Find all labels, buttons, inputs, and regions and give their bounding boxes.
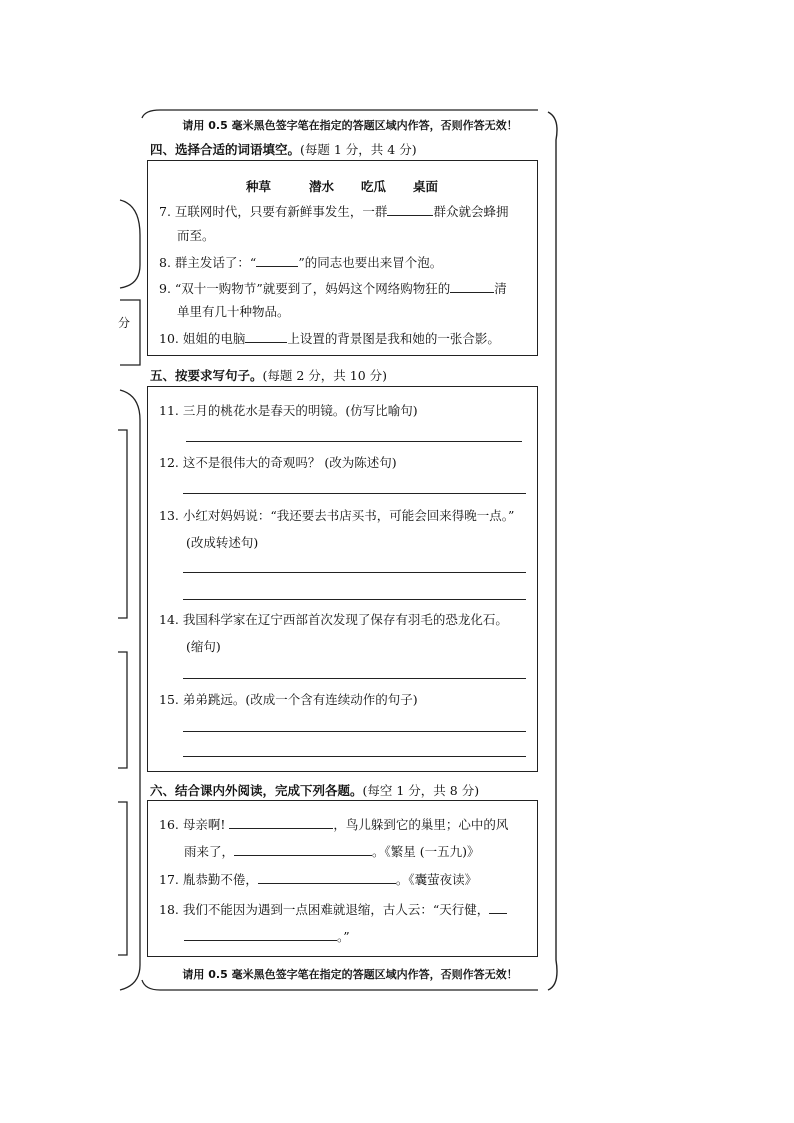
q16-blank-2[interactable] bbox=[234, 844, 372, 856]
section5-title bbox=[150, 366, 387, 384]
section4-heading: 四、选择合适的词语填空。 bbox=[150, 142, 301, 157]
q17 bbox=[159, 872, 477, 887]
q8-blank[interactable] bbox=[256, 255, 298, 267]
word-bank-2: 潜水 bbox=[309, 179, 335, 194]
q18 bbox=[159, 902, 507, 917]
notice-bottom: 请用 0.5 毫米黑色签字笔在指定的答题区域内作答，否则作答无效！ bbox=[182, 968, 518, 981]
q16-text-b: ，鸟儿躲到它的巢里；心中的风 bbox=[333, 817, 509, 832]
q18-text-a: 我们不能因为遇到一点困难就退缩，古人云：“天行健， bbox=[182, 902, 490, 917]
q18-cont bbox=[184, 929, 350, 944]
q8 bbox=[159, 255, 442, 270]
section5-scoring: (每题 2 分，共 10 分) bbox=[262, 368, 388, 383]
q9-cont: 单里有几十种物品。 bbox=[177, 304, 290, 319]
word-bank-3: 吃瓜 bbox=[361, 179, 387, 194]
q16 bbox=[159, 817, 508, 832]
q13-note: (改成转述句) bbox=[186, 535, 259, 550]
q17-text-a: 胤恭勤不倦， bbox=[182, 872, 258, 887]
q11 bbox=[159, 405, 418, 418]
q13-answer-line-2[interactable] bbox=[183, 599, 526, 600]
q16-text-d: 。《繁星 (一五九)》 bbox=[372, 844, 480, 859]
section6-heading: 六、结合课内外阅读，完成下列各题。 bbox=[150, 783, 363, 798]
q10-text-b: 上设置的背景图是我和她的一张合影。 bbox=[287, 331, 500, 346]
q16-cont bbox=[184, 844, 480, 859]
q17-blank[interactable] bbox=[258, 872, 396, 884]
q16-text-c: 雨来了， bbox=[184, 844, 235, 859]
q15-answer-line-2[interactable] bbox=[183, 756, 526, 757]
q13-answer-line-1[interactable] bbox=[183, 572, 526, 573]
q12-number: 12. bbox=[159, 455, 179, 470]
word-bank-1: 种草 bbox=[246, 179, 272, 194]
q15-text: 弟弟跳远。(改成一个含有连续动作的句子) bbox=[182, 692, 418, 707]
section4-scoring: (每题 1 分，共 4 分) bbox=[300, 142, 417, 157]
q14-note: (缩句) bbox=[186, 639, 221, 654]
q7-blank[interactable] bbox=[387, 204, 433, 216]
q10-text-a: 姐姐的电脑 bbox=[182, 331, 246, 346]
q14 bbox=[159, 614, 508, 627]
q11-answer-line[interactable] bbox=[186, 441, 522, 442]
q7-text-a: 互联网时代，只要有新鲜事发生，一群 bbox=[174, 204, 388, 219]
q18-text-b: 。” bbox=[337, 929, 350, 944]
q14-text: 我国科学家在辽宁西部首次发现了保存有羽毛的恐龙化石。 bbox=[182, 612, 508, 627]
q16-blank-1[interactable] bbox=[229, 817, 333, 829]
section5-heading: 五、按要求写句子。 bbox=[150, 368, 263, 383]
q14-answer-line[interactable] bbox=[183, 678, 526, 679]
q9-text-b: 清 bbox=[494, 281, 507, 296]
q14-number: 14. bbox=[159, 612, 179, 627]
q16-number: 16. bbox=[159, 817, 179, 832]
q10-blank[interactable] bbox=[245, 331, 287, 343]
q7-cont: 而至。 bbox=[177, 228, 215, 243]
q8-text-b: ”的同志也要出来冒个泡。 bbox=[298, 255, 443, 270]
q8-text-a: 群主发话了：“ bbox=[174, 255, 257, 270]
q18-number: 18. bbox=[159, 902, 179, 917]
margin-char: 分 bbox=[118, 316, 131, 330]
section6-scoring: (每空 1 分，共 8 分) bbox=[362, 783, 480, 798]
q18-blank-start[interactable] bbox=[489, 902, 507, 914]
q9-number: 9. bbox=[159, 281, 171, 296]
q8-number: 8. bbox=[159, 255, 171, 270]
q12-answer-line[interactable] bbox=[183, 493, 526, 494]
q13-text: 小红对妈妈说：“我还要去书店买书，可能会回来得晚一点。” bbox=[182, 508, 515, 523]
q11-number: 11. bbox=[159, 403, 179, 418]
q13 bbox=[159, 510, 514, 523]
word-bank-4: 桌面 bbox=[413, 179, 439, 194]
section4-title bbox=[150, 140, 417, 158]
q17-text-b: 。《囊萤夜读》 bbox=[395, 872, 478, 887]
q9-blank[interactable] bbox=[450, 281, 494, 293]
q9 bbox=[159, 281, 507, 296]
q10 bbox=[159, 331, 500, 346]
q15 bbox=[159, 694, 418, 707]
notice-top: 请用 0.5 毫米黑色签字笔在指定的答题区域内作答，否则作答无效！ bbox=[182, 119, 518, 132]
q15-number: 15. bbox=[159, 692, 179, 707]
q7 bbox=[159, 204, 508, 219]
q7-text-b: 群众就会蜂拥 bbox=[433, 204, 509, 219]
q17-number: 17. bbox=[159, 872, 179, 887]
q12 bbox=[159, 457, 397, 470]
q16-text-a: 母亲啊! bbox=[182, 817, 226, 832]
q11-text: 三月的桃花水是春天的明镜。(仿写比喻句) bbox=[182, 403, 418, 418]
q15-answer-line-1[interactable] bbox=[183, 731, 526, 732]
q13-number: 13. bbox=[159, 508, 179, 523]
q12-text: 这不是很伟大的奇观吗？ (改为陈述句) bbox=[182, 455, 397, 470]
q9-text-a: “双十一购物节”就要到了，妈妈这个网络购物狂的 bbox=[174, 281, 451, 296]
q18-blank[interactable] bbox=[184, 929, 337, 941]
section5-box bbox=[147, 386, 538, 772]
q7-number: 7. bbox=[159, 204, 171, 219]
section6-title bbox=[150, 781, 479, 799]
q10-number: 10. bbox=[159, 331, 179, 346]
